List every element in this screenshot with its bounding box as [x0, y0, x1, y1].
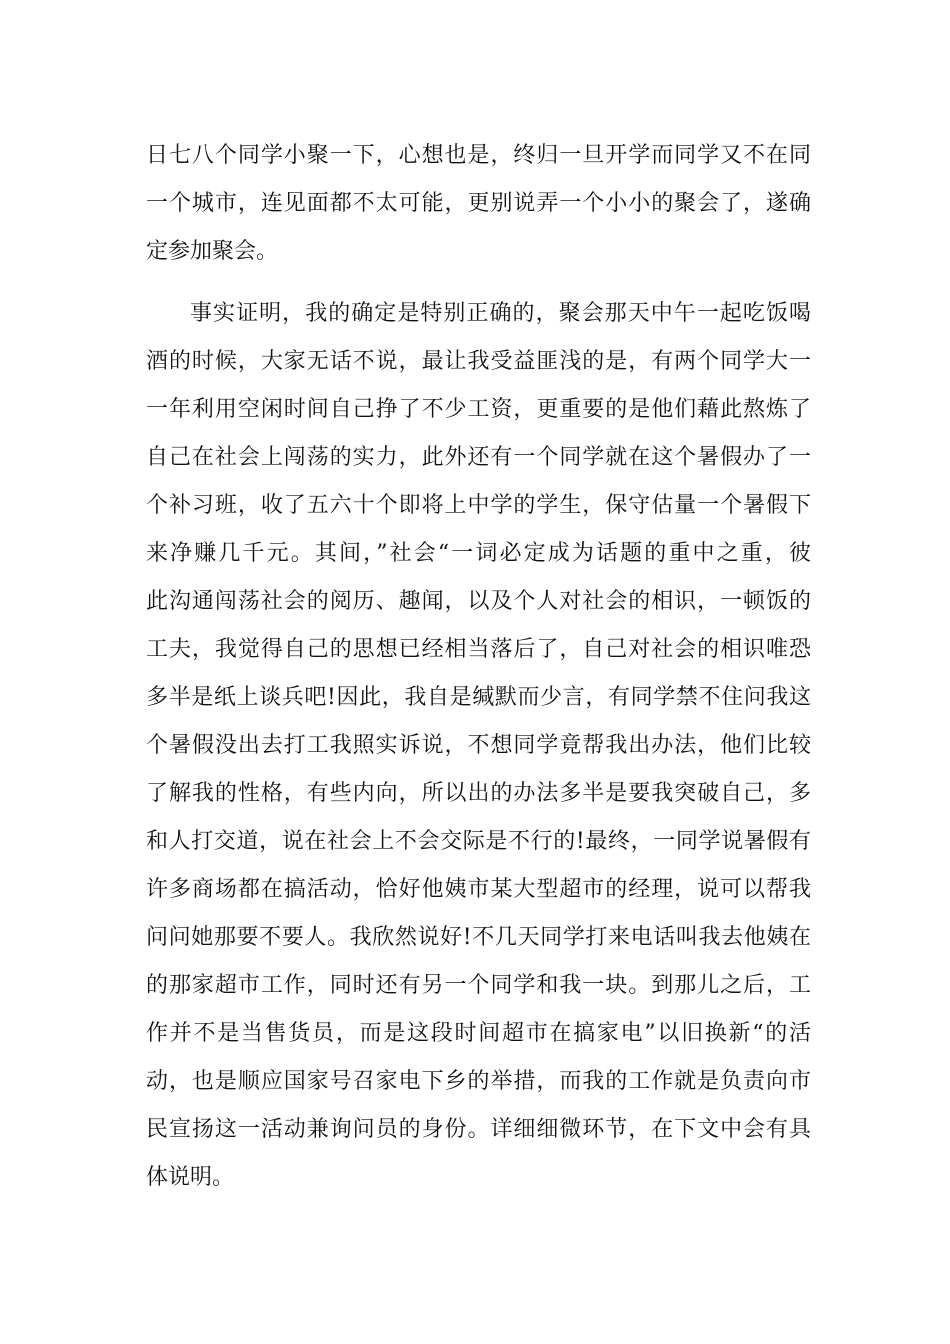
text-line: 日七八个同学小聚一下，心想也是，终归一旦开学而同学又不在同: [146, 143, 811, 168]
paragraph-spacer: [146, 276, 811, 290]
text-line: 工夫，我觉得自己的思想已经相当落后了，自己对社会的相识唯恐: [146, 637, 811, 662]
text-line: 体说明。: [146, 1165, 235, 1190]
text-line: 来净赚几千元。其间，”社会“一词必定成为话题的重中之重，彼: [146, 541, 811, 566]
text-line: 了解我的性格，有些内向，所以出的办法多半是要我突破自己，多: [146, 781, 811, 806]
text-line: 多半是纸上谈兵吧!因此，我自是缄默而少言，有同学禁不住问我这: [146, 685, 811, 710]
text-line: 定参加聚会。: [146, 239, 279, 264]
text-line: 的那家超市工作，同时还有另一个同学和我一块。到那儿之后，工: [146, 973, 811, 998]
text-line: 动，也是顺应国家号召家电下乡的举措，而我的工作就是负责向市: [146, 1069, 811, 1094]
text-line: 问问她那要不要人。我欣然说好!不几天同学打来电话叫我去他姨在: [146, 925, 811, 950]
paragraph-2: [146, 290, 811, 1202]
text-line: 一个城市，连见面都不太可能，更别说弄一个小小的聚会了，遂确: [146, 191, 811, 216]
text-line: 和人打交道，说在社会上不会交际是不行的!最终，一同学说暑假有: [146, 829, 811, 854]
text-line: 自己在社会上闯荡的实力，此外还有一个同学就在这个暑假办了一: [146, 445, 811, 470]
text-line: 个补习班，收了五六十个即将上中学的学生，保守估量一个暑假下: [146, 493, 811, 518]
body-text: [146, 132, 811, 1202]
text-line: 此沟通闯荡社会的阅历、趣闻，以及个人对社会的相识，一顿饭的: [146, 589, 811, 614]
paragraph-1: [146, 132, 811, 276]
text-line: 一年利用空闲时间自己挣了不少工资，更重要的是他们藉此熬炼了: [146, 397, 811, 422]
text-line: 个暑假没出去打工我照实诉说，不想同学竟帮我出办法，他们比较: [146, 733, 811, 758]
text-line: 许多商场都在搞活动，恰好他姨市某大型超市的经理，说可以帮我: [146, 877, 811, 902]
text-line: 酒的时候，大家无话不说，最让我受益匪浅的是，有两个同学大一: [146, 349, 811, 374]
text-line: 事实证明，我的确定是特别正确的，聚会那天中午一起吃饭喝: [190, 301, 811, 326]
text-line: 作并不是当售货员，而是这段时间超市在搞家电”以旧换新“的活: [146, 1021, 811, 1046]
text-line: 民宣扬这一活动兼询问员的身份。详细细微环节，在下文中会有具: [146, 1117, 811, 1142]
